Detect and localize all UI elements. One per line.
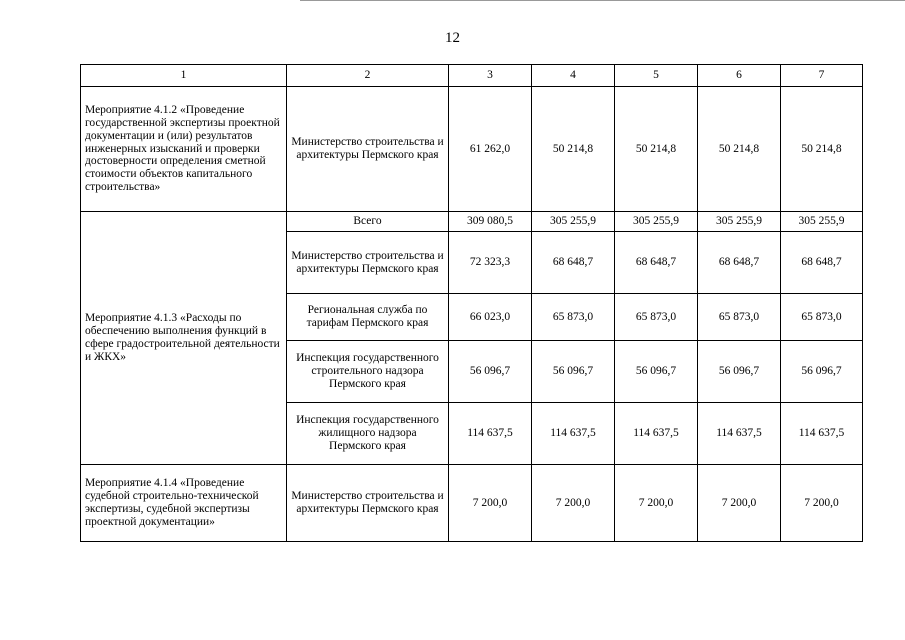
value-cell: 7 200,0 [449,465,532,542]
value-cell: 65 873,0 [781,294,863,341]
value-cell: 56 096,7 [532,341,615,403]
header-row [81,65,863,87]
column-header: 4 [532,65,615,87]
page-number: 12 [445,30,460,46]
executor-name: Инспекция государственного жилищного надзора Пермского края [287,403,449,465]
executor-name: Министерство строительства и архитектуры Пермского края [287,232,449,294]
value-cell: 68 648,7 [698,232,781,294]
value-cell: 309 080,5 [449,212,532,232]
column-header: 1 [81,65,287,87]
value-cell: 66 023,0 [449,294,532,341]
value-cell: 114 637,5 [449,403,532,465]
executor-name: Министерство строительства и архитектуры Пермского края [287,87,449,212]
total-label: Всего [287,212,449,232]
value-cell: 68 648,7 [615,232,698,294]
column-header: 2 [287,65,449,87]
value-cell: 65 873,0 [532,294,615,341]
value-cell: 7 200,0 [781,465,863,542]
value-cell: 61 262,0 [449,87,532,212]
value-cell: 305 255,9 [781,212,863,232]
value-cell: 56 096,7 [698,341,781,403]
table-row-event-4-1-3-total [81,212,863,232]
value-cell: 50 214,8 [532,87,615,212]
value-cell: 50 214,8 [698,87,781,212]
top-border-line [300,0,905,1]
value-cell: 50 214,8 [781,87,863,212]
value-cell: 65 873,0 [698,294,781,341]
value-cell: 114 637,5 [532,403,615,465]
value-cell: 65 873,0 [615,294,698,341]
column-header: 3 [449,65,532,87]
table-row-event-4-1-2 [81,87,863,212]
value-cell: 56 096,7 [449,341,532,403]
value-cell: 305 255,9 [698,212,781,232]
event-name: Мероприятие 4.1.4 «Проведение судебной строительно-технической экспертизы, судебной экспертизы проектной документации» [81,465,287,542]
value-cell: 114 637,5 [781,403,863,465]
value-cell: 68 648,7 [532,232,615,294]
executor-name: Министерство строительства и архитектуры Пермского края [287,465,449,542]
value-cell: 7 200,0 [615,465,698,542]
value-cell: 72 323,3 [449,232,532,294]
event-name: Мероприятие 4.1.2 «Проведение государственной экспертизы проектной документации и (или) результатов инженерных изысканий и проверки достоверности определения сметной стоимости объектов капитального строительства» [81,87,287,212]
value-cell: 305 255,9 [615,212,698,232]
column-header: 5 [615,65,698,87]
column-header: 6 [698,65,781,87]
value-cell: 7 200,0 [698,465,781,542]
column-header: 7 [781,65,863,87]
executor-name: Региональная служба по тарифам Пермского края [287,294,449,341]
table-row-event-4-1-4 [81,465,863,542]
value-cell: 68 648,7 [781,232,863,294]
value-cell: 7 200,0 [532,465,615,542]
value-cell: 50 214,8 [615,87,698,212]
value-cell: 56 096,7 [615,341,698,403]
value-cell: 114 637,5 [615,403,698,465]
funding-table [80,64,863,542]
event-name: Мероприятие 4.1.3 «Расходы по обеспечению выполнения функций в сфере градостроительной деятельности и ЖКХ» [81,212,287,465]
value-cell: 114 637,5 [698,403,781,465]
executor-name: Инспекция государственного строительного надзора Пермского края [287,341,449,403]
value-cell: 56 096,7 [781,341,863,403]
value-cell: 305 255,9 [532,212,615,232]
